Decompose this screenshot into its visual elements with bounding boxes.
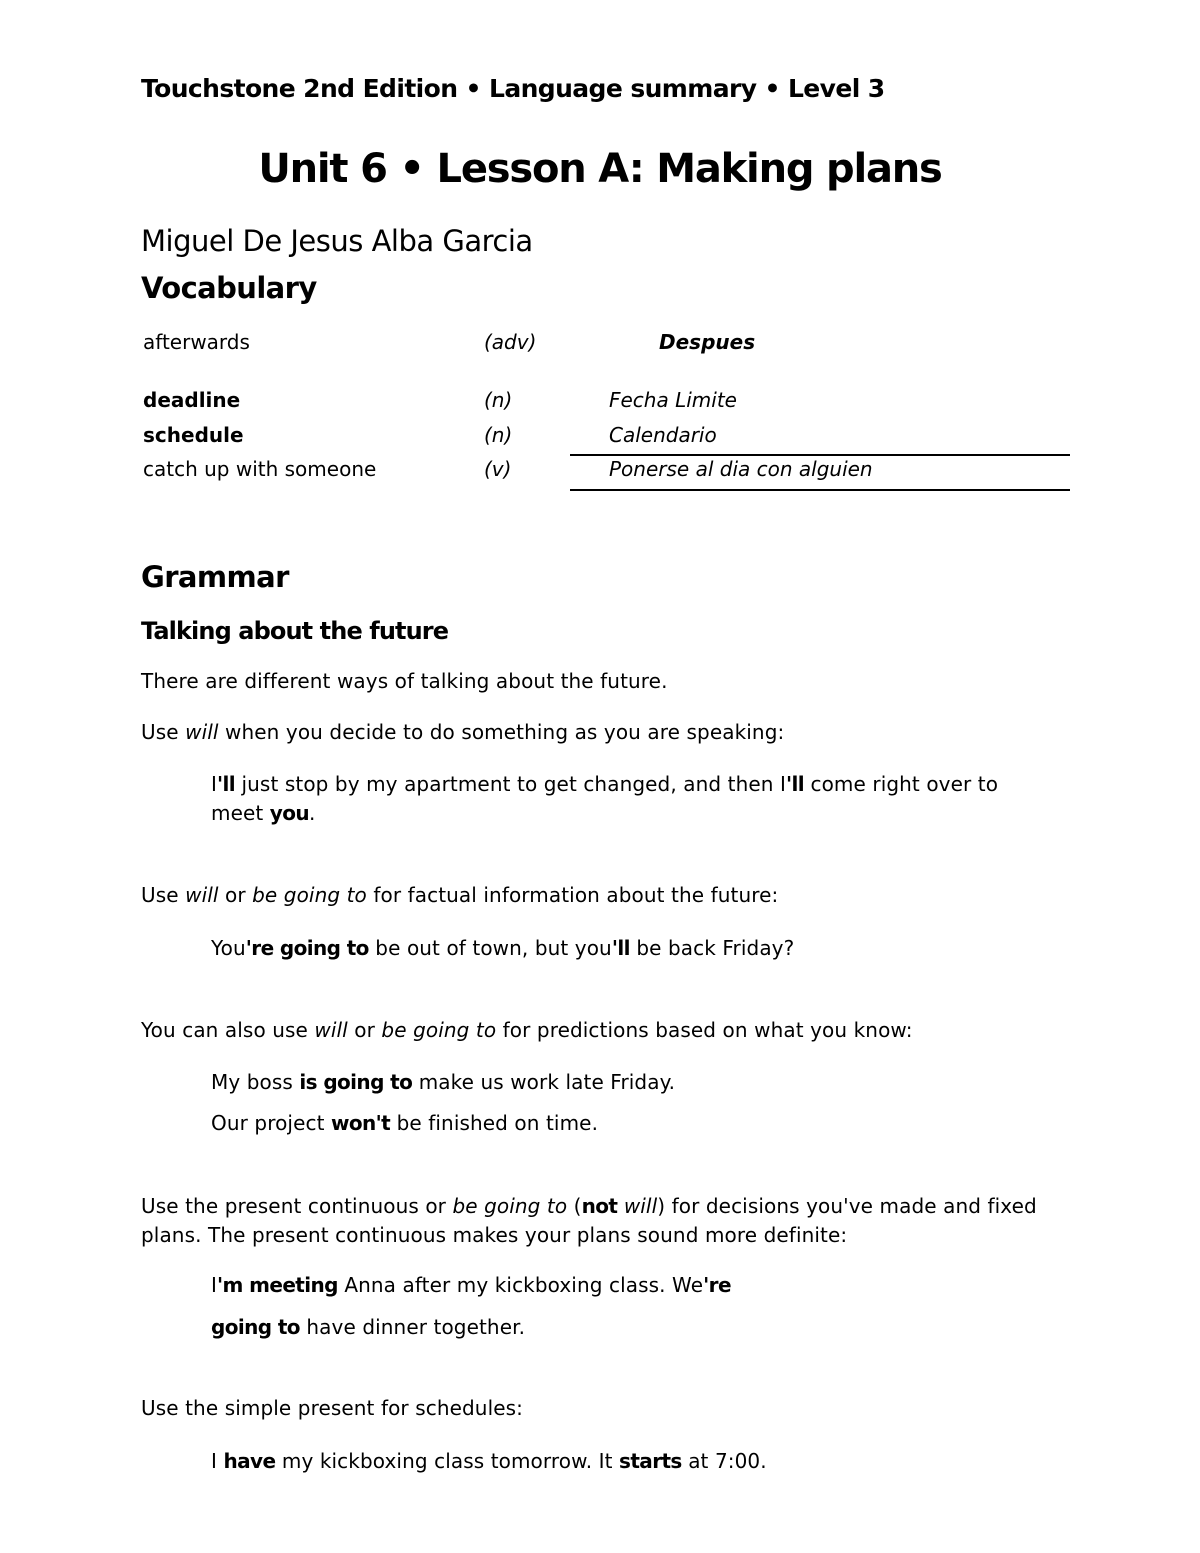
vocabulary-heading: Vocabulary — [141, 271, 317, 305]
vocab-translation: Despues — [659, 330, 756, 354]
vocab-word: schedule — [143, 423, 244, 447]
example-sentence: Our project won't be finished on time. — [211, 1111, 599, 1135]
rule-simple-present: Use the simple present for schedules: — [141, 1396, 524, 1420]
grammar-heading: Grammar — [141, 560, 289, 594]
vocab-pos: (adv) — [484, 330, 537, 354]
example-sentence: I have my kickboxing class tomorrow. It starts at 7:00. — [211, 1449, 767, 1473]
unit-title: Unit 6 • Lesson A: Making plans — [258, 146, 942, 192]
example-sentence: My boss is going to make us work late Friday. — [211, 1070, 676, 1094]
vocab-translation: Calendario — [609, 423, 717, 447]
vocab-word: catch up with someone — [143, 457, 377, 481]
rule-will-decide: Use will when you decide to do something as you are speaking: — [141, 720, 785, 744]
grammar-intro: There are different ways of talking about the future. — [141, 669, 668, 693]
vocab-word: afterwards — [143, 330, 250, 354]
author-name: Miguel De Jesus Alba Garcia — [141, 224, 533, 258]
example-sentence: going to have dinner together. — [211, 1315, 526, 1339]
example-sentence: I'll just stop by my apartment to get changed, and then I'll come right over to meet you. — [211, 772, 999, 825]
example-sentence: You're going to be out of town, but you'll be back Friday? — [211, 936, 795, 960]
vocab-word: deadline — [143, 388, 241, 412]
translation-underline — [570, 489, 1070, 491]
vocab-translation: Fecha Limite — [609, 388, 737, 412]
grammar-subheading: Talking about the future — [141, 617, 449, 645]
document-header: Touchstone 2nd Edition • Language summary • Level 3 — [141, 74, 885, 103]
translation-underline — [570, 454, 1070, 456]
rule-factual: Use will or be going to for factual information about the future: — [141, 883, 779, 907]
rule-present-continuous: Use the present continuous or be going to (not will) for decisions you've made and fixed plans. The present continuous makes your plans sound more definite: — [141, 1194, 1037, 1247]
vocab-pos: (n) — [484, 423, 513, 447]
example-sentence: I'm meeting Anna after my kickboxing class. We're — [211, 1273, 731, 1297]
vocab-translation: Ponerse al dia con alguien — [609, 457, 873, 481]
vocab-pos: (v) — [484, 457, 512, 481]
vocab-pos: (n) — [484, 388, 513, 412]
rule-predictions: You can also use will or be going to for predictions based on what you know: — [141, 1018, 913, 1042]
